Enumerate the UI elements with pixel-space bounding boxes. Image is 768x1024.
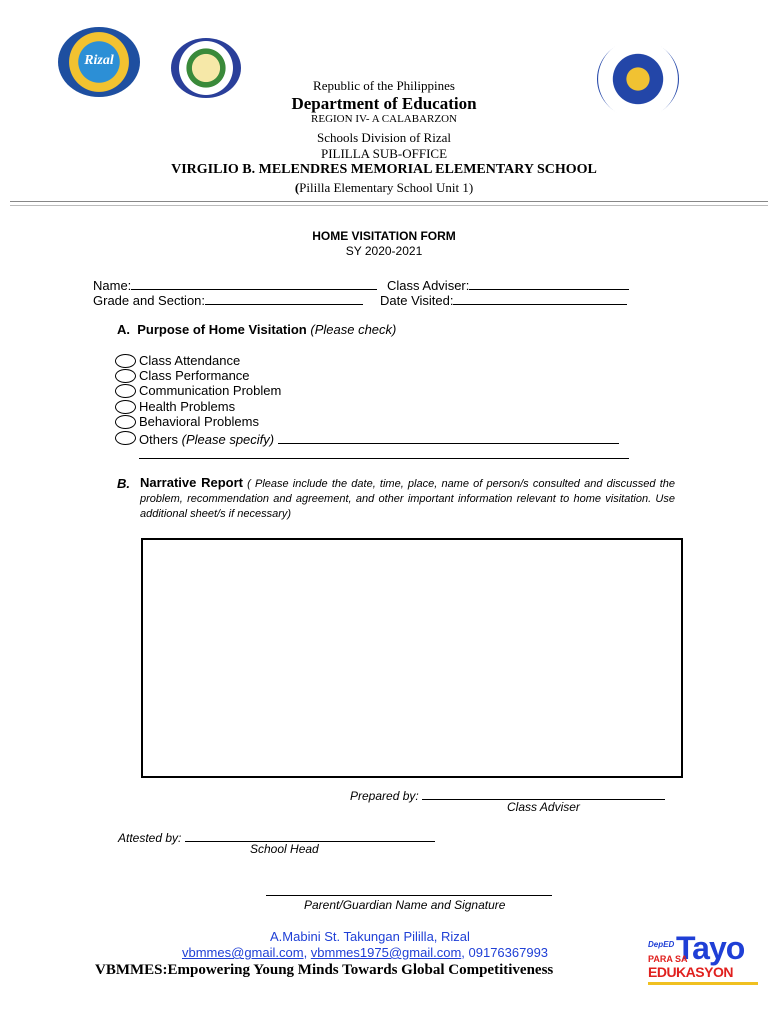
email-link-1[interactable]: vbmmes@gmail.com — [182, 945, 304, 960]
others-blank-line-2[interactable] — [139, 458, 629, 459]
option-checkbox-class-attendance[interactable] — [115, 354, 136, 368]
grade-section-label: Grade and Section: — [93, 293, 206, 308]
footer-tagline: VBMMES:Empowering Young Minds Towards Global Competitiveness — [95, 962, 554, 978]
email-separator: , — [303, 945, 311, 960]
narrative-report-box[interactable] — [141, 538, 683, 778]
badge-para-sa: PARA SA — [648, 954, 688, 964]
name-blank[interactable] — [131, 276, 377, 290]
school-head-role: School Head — [250, 842, 319, 856]
attested-by-label: Attested by: — [118, 831, 182, 845]
rizal-seal-text: Rizal — [84, 53, 114, 68]
unit-paren: ( — [294, 180, 300, 195]
option-label-class-performance: Class Performance — [139, 368, 250, 383]
tayo-para-sa-edukasyon-badge — [646, 930, 760, 992]
school-name: VIRGILIO B. MELENDRES MEMORIAL ELEMENTARY SCHOOL — [171, 162, 597, 177]
section-a-heading — [117, 322, 396, 337]
grade-section-blank[interactable] — [205, 291, 363, 305]
section-b-letter: B. — [117, 476, 130, 491]
option-label-behavioral-problems: Behavioral Problems — [139, 414, 259, 429]
region-line: REGION IV- A CALABARZON — [311, 113, 457, 125]
option-checkbox-others[interactable] — [115, 431, 136, 445]
section-a-title: Purpose of Home Visitation — [137, 322, 307, 337]
parent-signature-line[interactable] — [266, 895, 552, 896]
section-b-instructions: ( Please include the date, time, place, name of person/s consulted and discussed the problem, recommendation and agreement, and other important information relevant to home visitation. Use additional sheet/s if necessary) — [140, 478, 675, 520]
section-b-heading — [140, 475, 675, 522]
date-visited-blank[interactable] — [453, 291, 627, 305]
republic-line: Republic of the Philippines — [313, 78, 455, 93]
phone-number: , 09176367993 — [461, 945, 549, 960]
footer-address: A.Mabini St. Takungan Pililla, Rizal — [270, 929, 470, 944]
grade-section-field[interactable] — [93, 291, 363, 308]
division-line: Schools Division of Rizal — [317, 130, 451, 145]
header-divider — [10, 201, 768, 202]
option-checkbox-class-performance[interactable] — [115, 369, 136, 383]
section-b-title: Narrative Report — [140, 475, 243, 490]
badge-edukasyon: EDUKASYON — [648, 964, 733, 980]
attested-by-blank[interactable] — [185, 828, 435, 842]
email-link-2[interactable]: vbmmes1975@gmail.com — [310, 945, 462, 960]
option-others — [139, 430, 619, 447]
badge-tayo: Tayo — [676, 930, 745, 966]
school-unit-line — [0, 180, 768, 196]
others-label: Others — [139, 432, 179, 447]
others-hint: (Please specify) — [181, 432, 275, 447]
option-checkbox-communication-problem[interactable] — [115, 384, 136, 398]
header-divider-2 — [10, 205, 768, 206]
class-adviser-label: Class Adviser: — [387, 278, 470, 293]
badge-deped: DepED — [648, 940, 675, 949]
department-title: Department of Education — [291, 94, 477, 113]
class-adviser-blank[interactable] — [469, 276, 629, 290]
others-blank[interactable] — [278, 430, 619, 444]
option-checkbox-health-problems[interactable] — [115, 400, 136, 414]
prepared-by-blank[interactable] — [422, 786, 665, 800]
parent-guardian-role: Parent/Guardian Name and Signature — [304, 898, 506, 912]
option-label-health-problems: Health Problems — [139, 399, 236, 414]
form-title: HOME VISITATION FORM — [312, 229, 456, 243]
date-visited-label: Date Visited: — [380, 293, 454, 308]
footer-contacts — [182, 945, 548, 960]
prepared-by-label: Prepared by: — [350, 789, 419, 803]
option-label-class-attendance: Class Attendance — [139, 353, 241, 368]
school-year: SY 2020-2021 — [345, 244, 423, 258]
suboffice-line: PILILLA SUB-OFFICE — [320, 146, 448, 161]
section-a-hint: (Please check) — [310, 322, 397, 337]
date-visited-field[interactable] — [380, 291, 627, 308]
badge-underline — [648, 982, 758, 985]
option-label-communication-problem: Communication Problem — [139, 383, 282, 398]
option-checkbox-behavioral-problems[interactable] — [115, 415, 136, 429]
unit-text: Pililla Elementary School Unit 1) — [299, 180, 474, 195]
section-a-letter: A. — [117, 322, 130, 337]
name-label: Name: — [93, 278, 132, 293]
class-adviser-role: Class Adviser — [507, 800, 580, 814]
